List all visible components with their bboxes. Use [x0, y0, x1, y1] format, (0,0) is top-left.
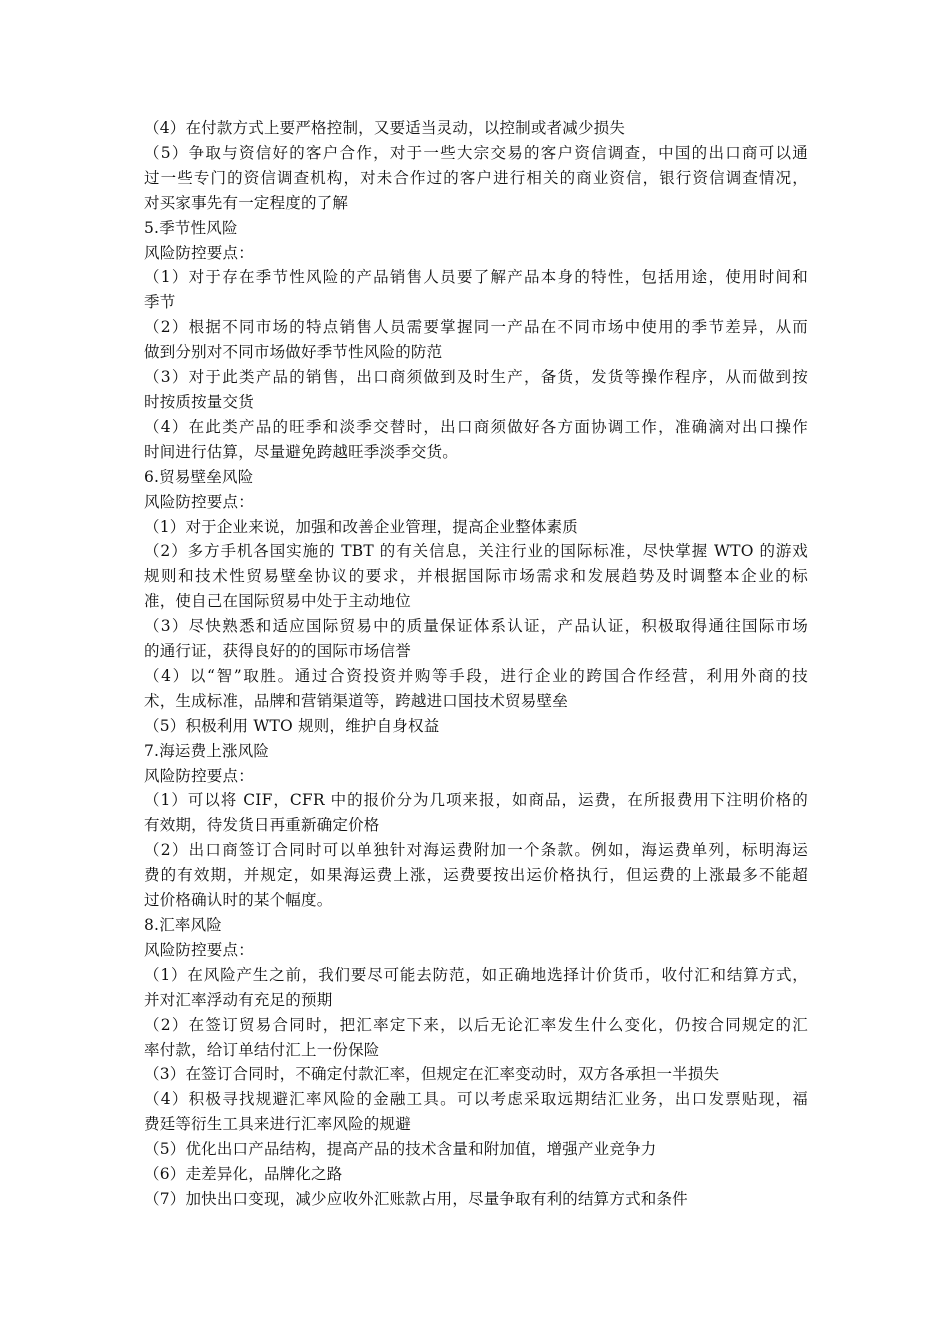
text-line: 8.汇率风险	[144, 916, 222, 934]
text-line: （1）对于企业来说，加强和改善企业管理，提高企业整体素质	[144, 517, 578, 536]
text-line: （5）优化出口产品结构，提高产品的技术含量和附加值，增强产业竞争力	[144, 1140, 657, 1159]
text-line: （4）在付款方式上要严格控制，又要适当灵动，以控制或者减少损失	[144, 119, 626, 137]
text-line: （1）可以将 CIF，CFR 中的报价分为几项来报，如商品，运费，在所报费用下注明价格的	[144, 791, 808, 810]
text-line: （6）走差异化，品牌化之路	[144, 1165, 343, 1184]
text-line: 6.贸易壁垒风险	[144, 467, 254, 486]
text-line: 的通行证，获得良好的的国际市场信誉	[144, 642, 411, 661]
text-line: （3）尽快熟悉和适应国际贸易中的质量保证体系认证，产品认证，积极取得通往国际市场	[144, 617, 808, 636]
text-line: 风险防控要点：	[144, 940, 254, 959]
text-line: （2）根据不同市场的特点销售人员需要掌握同一产品在不同市场中使用的季节差异，从而	[144, 318, 808, 337]
text-line: （2）出口商签订合同时可以单独针对海运费附加一个条款。例如，海运费单列，标明海运	[144, 841, 808, 860]
text-line: 费的有效期，并规定，如果海运费上涨，运费要按出运价格执行，但运费的上涨最多不能超	[144, 866, 808, 885]
text-line: （1）在风险产生之前，我们要尽可能去防范，如正确地选择计价货币，收付汇和结算方式，	[144, 965, 808, 984]
document-body	[144, 116, 808, 1212]
text-line: （5）积极利用 WTO 规则，维护自身权益	[144, 716, 440, 735]
text-line: 风险防控要点：	[144, 492, 254, 511]
text-line: （2）在签订贸易合同时，把汇率定下来，以后无论汇率发生什么变化，仍按合同规定的汇	[144, 1015, 808, 1034]
text-line: 过一些专门的资信调查机构，对未合作过的客户进行相关的商业资信，银行资信调查情况，	[144, 168, 808, 187]
text-line: 有效期，待发货日再重新确定价格	[144, 816, 380, 835]
text-line: （4）积极寻找规避汇率风险的金融工具。可以考虑采取远期结汇业务，出口发票贴现，福	[144, 1090, 808, 1109]
text-line: 季节	[144, 293, 176, 312]
text-line: （7）加快出口变现，减少应收外汇账款占用，尽量争取有利的结算方式和条件	[144, 1189, 688, 1208]
text-line: （1）对于存在季节性风险的产品销售人员要了解产品本身的特性，包括用途，使用时间和	[144, 268, 808, 287]
text-line: 对买家事先有一定程度的了解	[144, 193, 349, 212]
text-line: 5.季节性风险	[144, 218, 238, 237]
text-line: 风险防控要点：	[144, 766, 254, 785]
text-line: （2）多方手机各国实施的 TBT 的有关信息，关注行业的国际标准，尽快掌握 WTO 的游戏	[144, 542, 808, 561]
text-line: （3）对于此类产品的销售，出口商须做到及时生产，备货，发货等操作程序，从而做到按	[144, 368, 808, 387]
text-line: 7.海运费上涨风险	[144, 741, 270, 760]
text-line: 时间进行估算，尽量避免跨越旺季淡季交货。	[144, 442, 459, 461]
text-line: 风险防控要点：	[144, 243, 254, 262]
text-line: （4）以“智”取胜。通过合资投资并购等手段，进行企业的跨国合作经营，利用外商的技	[144, 666, 808, 685]
text-line: 费廷等衍生工具来进行汇率风险的规避	[144, 1115, 411, 1134]
text-line: 过价格确认时的某个幅度。	[144, 891, 333, 910]
text-line: 率付款，给订单结付汇上一份保险	[144, 1040, 380, 1059]
text-line: 规则和技术性贸易壁垒协议的要求，并根据国际市场需求和发展趋势及时调整本企业的标	[144, 567, 808, 586]
text-line: 做到分别对不同市场做好季节性风险的防范	[144, 343, 443, 362]
text-line: 准，使自己在国际贸易中处于主动地位	[144, 592, 411, 611]
text-line: 并对汇率浮动有充足的预期	[144, 990, 333, 1009]
text-line: （5）争取与资信好的客户合作，对于一些大宗交易的客户资信调查，中国的出口商可以通	[144, 143, 808, 162]
text-line: （4）在此类产品的旺季和淡季交替时，出口商须做好各方面协调工作，准确滴对出口操作	[144, 417, 808, 436]
text-line: （3）在签订合同时，不确定付款汇率，但规定在汇率变动时，双方各承担一半损失	[144, 1065, 720, 1084]
text-line: 时按质按量交货	[144, 392, 254, 411]
text-line: 术，生成标准，品牌和营销渠道等，跨越进口国技术贸易壁垒	[144, 691, 568, 710]
